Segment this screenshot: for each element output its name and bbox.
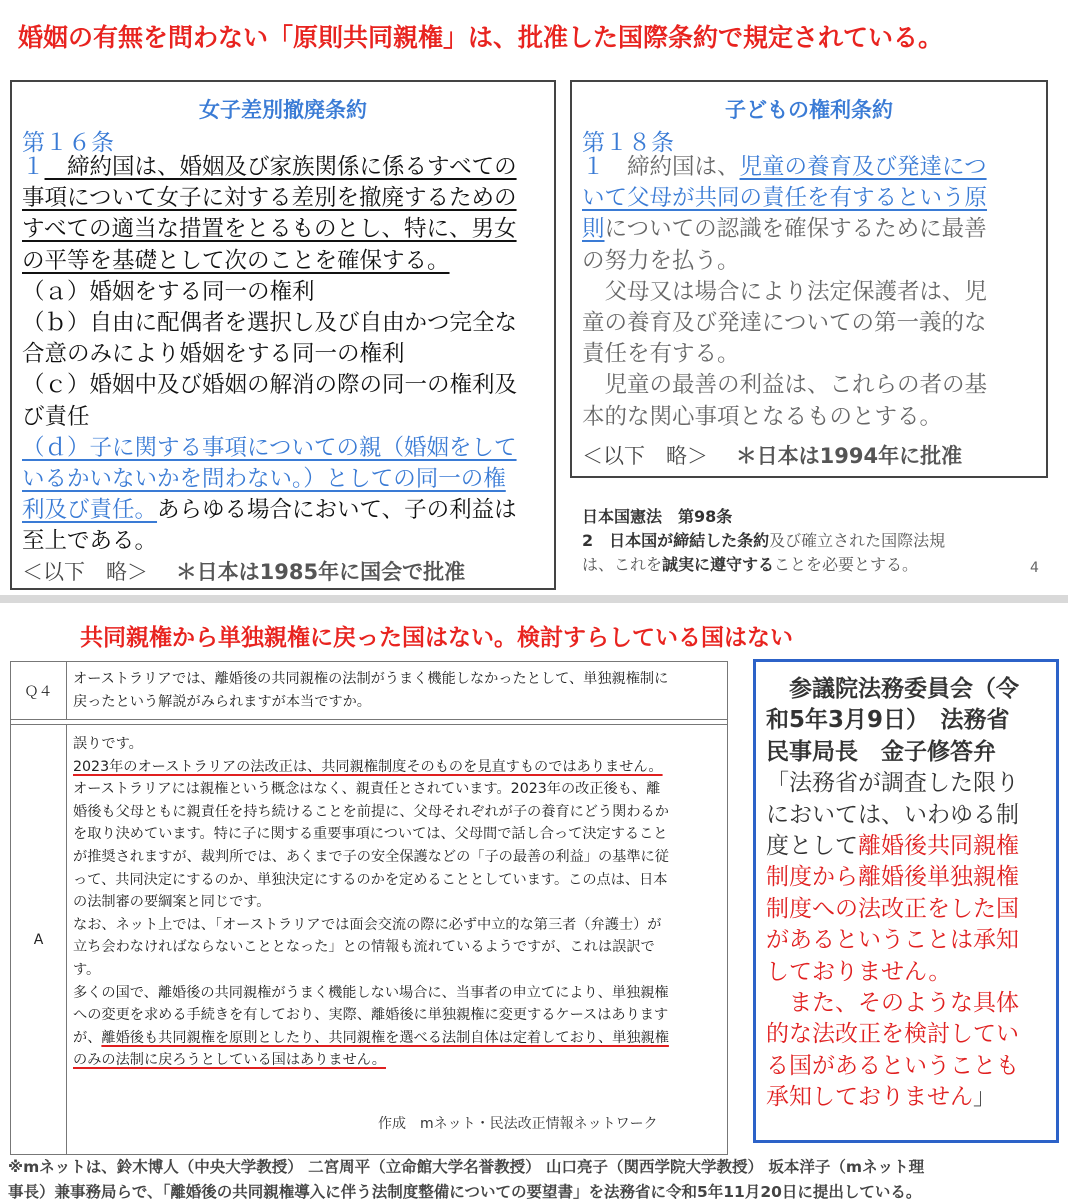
bottom-slide [0, 603, 1068, 1200]
crc-line: 責任を有する。 [582, 341, 740, 368]
ministry-quote-red-line: 的な法改正を検討してい [766, 1021, 1019, 1048]
constitution-post2: ことを必要とする。 [774, 555, 919, 574]
question-line: 戻ったという解説がみられますが本当ですか。 [73, 693, 371, 710]
question-row [11, 662, 727, 720]
crc-line: の努力を払う。 [582, 247, 740, 274]
ministry-close-quote: 」 [973, 1084, 996, 1111]
answer-line: 立ち会わなければならないこととなった」との情報も流れているようですが、これは誤訳で [73, 939, 655, 956]
cedaw-box [10, 80, 556, 590]
ministry-head-line: 民事局長 金子修答弁 [766, 738, 996, 765]
ministry-quote-red: 離婚後共同親権 [858, 833, 1019, 860]
mnet-note-line: 事長）兼事務局らで、「離婚後の共同親権導入に伴う法制度整備についての要望書」を法務省に令和5年11月20日に提出している。 [8, 1183, 922, 1200]
answer-line: って、共同決定にするのか、単独決定にするのかを定めることとしています。この点は、日本 [73, 871, 668, 888]
crc-title: 子どもの権利条約 [725, 98, 893, 122]
ministry-quote-red-line: また、そのような具体 [766, 990, 1019, 1017]
cedaw-item-b: （ｂ）自由に配偶者を選択し及び自由かつ完全な [22, 310, 518, 337]
cedaw-item-number: １ [22, 154, 45, 180]
qa-table [10, 661, 728, 1155]
answer-line: 2023年のオーストラリアの法改正は、共同親権制度そのものを見直すものではありません。 [73, 758, 663, 775]
constitution-bold1: 日本国が締結した条約 [609, 531, 770, 550]
crc-line: 父母又は場合により法定保護者は、児 [582, 278, 988, 305]
crc-line: 童の養育及び発達についての第一義的な [582, 310, 987, 337]
answer-line: の法制審の要綱案と同じです。 [73, 894, 271, 911]
cedaw-d-highlight: 利及び責任。 [22, 497, 158, 524]
answer-line: への変更を求める手続きを有しており、実際、離婚後に単独親権に変更するケースはあります [73, 1007, 669, 1024]
answer-line: が推奨されますが、裁判所では、あくまで子の安全保護などの「子の最善の利益」の基準に従 [73, 848, 669, 865]
ministry-quote-line [766, 831, 1019, 862]
answer-line: オーストラリアには親権という概念はなく、親責任とされています。2023年の改正後も、離 [73, 781, 661, 798]
cedaw-body [22, 152, 517, 558]
answer-line [73, 1049, 723, 1072]
cedaw-d-last: 至上である。 [22, 528, 158, 555]
constitution-num: 2 [582, 531, 594, 550]
crc-article-label: 第１８条 [582, 130, 674, 156]
cedaw-item-d-cont: いるかいないかを問わない。）としての同一の権 [22, 466, 506, 493]
cedaw-ratified: ＊日本は1985年に国会で批准 [175, 560, 466, 584]
ministry-head-line: 参議院法務委員会（令 [766, 676, 1019, 702]
crc-line3 [582, 214, 987, 245]
slide-separator [0, 595, 1068, 603]
crc-footer [582, 440, 962, 470]
answer-line: 誤りです。 [73, 736, 143, 752]
top-slide [0, 0, 1068, 595]
answer-line: 婚後も父母ともに親責任を持ち続けることを前提に、父母それぞれが子の養育にどう関わるか [73, 803, 669, 820]
crc-box [570, 80, 1048, 478]
crc-line: 児童の最善の利益は、これらの者の基 [582, 372, 988, 399]
question-key: Ｑ４ [11, 662, 67, 719]
crc-line1-gray: 締約国は、 [604, 154, 740, 180]
crc-line: 本的な関心事項となるものとする。 [582, 403, 943, 430]
ministry-quote-red-line: があるということは承知 [766, 927, 1019, 954]
answer-line: を取り決めています。特に子に関する重要事項については、父母間で話し合って決定すること [73, 826, 668, 843]
cedaw-line: の平等を基礎として次のことを確保する。 [22, 247, 450, 274]
crc-line3-gray: についての認識を確保するために最善 [604, 216, 987, 243]
crc-omit: ＜以下 略＞ [582, 444, 708, 468]
constitution-pre2: は、これを [582, 555, 663, 574]
cedaw-d-tail: あらゆる場合において、子の利益は [157, 497, 517, 524]
cedaw-item-d-end [22, 495, 517, 526]
question-line: オーストラリアでは、離婚後の共同親権の法制がうまく機能しなかったとして、単独親権制に [73, 671, 669, 687]
cedaw-line: すべての適当な措置をとるものとし、特に、男女 [22, 216, 517, 243]
ministry-quote-gray: 度として [766, 833, 858, 860]
crc-line1-blue: 児童の養育及び発達につ [739, 154, 987, 180]
cedaw-item-c: （ｃ）婚姻中及び婚姻の解消の際の同一の権利及 [22, 372, 518, 399]
answer-line: なお、ネット上では、「オーストラリアでは面会交流の際に必ず中立的な第三者（弁護士）が [73, 916, 662, 933]
answer-line: す。 [73, 961, 101, 978]
crc-ratified: ＊日本は1994年に批准 [735, 444, 963, 468]
cedaw-omit: ＜以下 略＞ [22, 560, 148, 584]
crc-line [582, 152, 987, 183]
crc-body [582, 152, 987, 433]
answer-line-ul: 離婚後も共同親権を原則としたり、共同親権を選べる法制自体は定着しており、単独親権 [101, 1029, 669, 1046]
cedaw-item-b-cont: 合意のみにより婚姻をする同一の権利 [22, 341, 405, 368]
ministry-quote-red-line: しておりません。 [766, 958, 952, 985]
constitution-line2 [582, 553, 945, 577]
constitution-rest1: 及び確立された国際法規 [769, 531, 946, 550]
ministry-quote-red-line: る国があるということも [766, 1052, 1019, 1079]
author-credit: 作成 mネット・民法改正情報ネットワーク [378, 1116, 658, 1132]
ministry-quote-red: 承知しておりません [766, 1084, 973, 1111]
mnet-note [8, 1155, 1060, 1200]
crc-line3-blue: 則 [582, 216, 605, 243]
answer-line: 多くの国で、離婚後の共同親権がうまく機能しない場合に、当事者の申立てにより、単独親権 [73, 984, 669, 1001]
ministry-quote-last [766, 1082, 1019, 1113]
cedaw-line [22, 152, 517, 183]
cedaw-article-label: 第１６条 [22, 130, 114, 156]
ministry-answer-text [766, 674, 1019, 1114]
mnet-note-line: ※mネットは、鈴木博人（中央大学教授） 二宮周平（立命館大学名誉教授） 山口亮子（関西学院大学教授） 坂本洋子（mネット理 [8, 1158, 925, 1176]
ministry-quote-line: 「法務省が調査した限り [766, 770, 1019, 797]
ministry-head-line: 和5年3月9日） 法務省 [766, 707, 1010, 734]
constitution-title: 日本国憲法 第98条 [582, 507, 733, 526]
page-number: 4 [1030, 560, 1039, 576]
cedaw-item-d: （ｄ）子に関する事項についての親（婚姻をして [22, 434, 517, 461]
answer-line-ul: のみの法制に戻ろうとしている国はありません。 [73, 1052, 386, 1069]
answer-key: A [11, 725, 67, 1154]
cedaw-item-a: （ａ）婚姻をする同一の権利 [22, 278, 315, 305]
bottom-headline: 共同親権から単独親権に戻った国はない。検討すらしている国はない [80, 625, 793, 651]
answer-text [73, 733, 723, 1072]
answer-line-pre: が、 [73, 1029, 102, 1046]
top-headline: 婚姻の有無を問わない「原則共同親権」は、批准した国際条約で規定されている。 [18, 23, 944, 52]
constitution-bold2: 誠実に遵守する [662, 555, 775, 574]
constitution-article [582, 505, 945, 577]
cedaw-item-c-cont: び責任 [22, 403, 90, 430]
answer-line [73, 1027, 723, 1050]
cedaw-footer [22, 556, 465, 586]
answer-row [11, 724, 727, 1154]
ministry-quote-red-line: 制度から離婚後単独親権 [766, 864, 1019, 891]
cedaw-line-text: 締約国は、婚姻及び家族関係に係るすべての [44, 154, 517, 180]
ministry-quote-line: においては、いわゆる制 [766, 801, 1019, 828]
ministry-answer-box [753, 659, 1059, 1143]
crc-line2-blue: いて父母が共同の責任を有するという原 [582, 185, 988, 212]
constitution-line1 [582, 529, 945, 553]
question-text [73, 668, 723, 713]
ministry-quote-red-line: 制度への法改正をした国 [766, 895, 1019, 922]
cedaw-line: 事項について女子に対する差別を撤廃するための [22, 185, 517, 212]
crc-item-number: １ [582, 154, 605, 180]
cedaw-title: 女子差別撤廃条約 [199, 98, 367, 122]
